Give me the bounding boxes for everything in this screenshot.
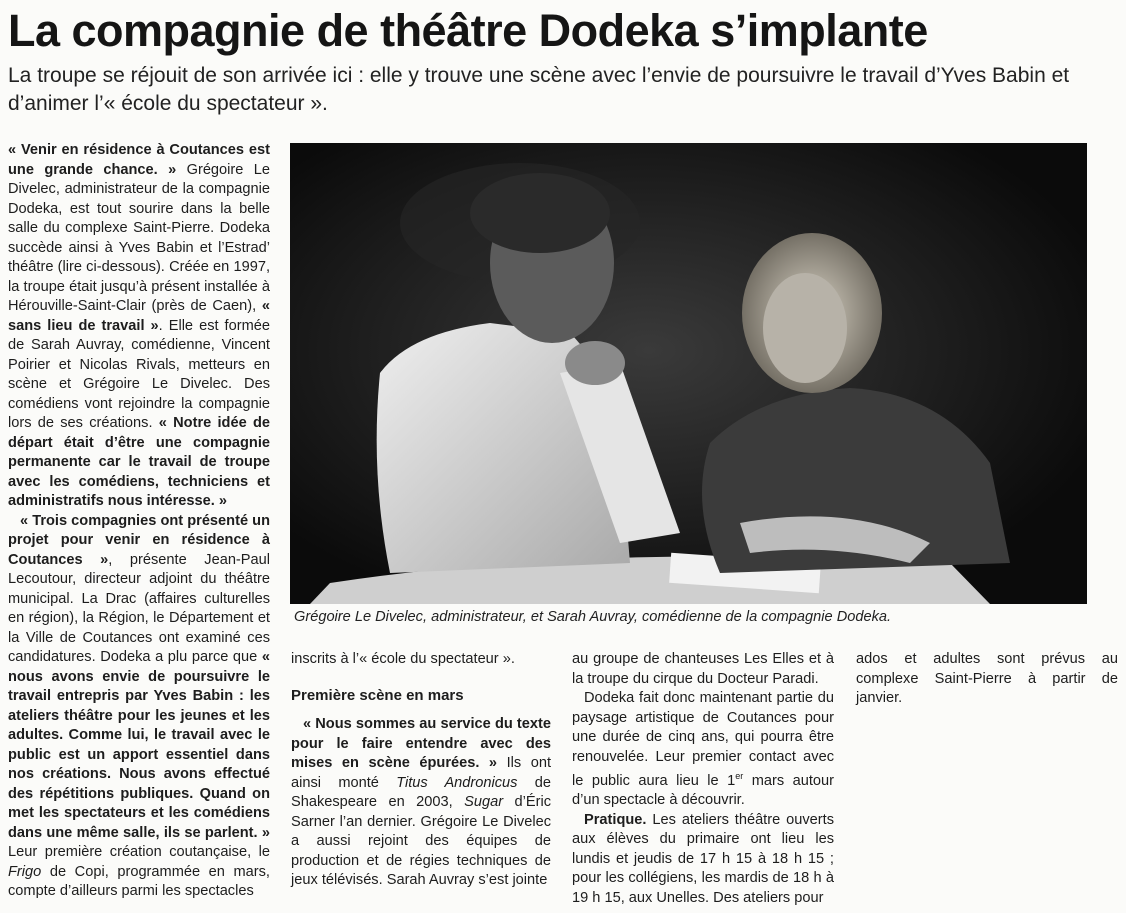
article-column-1: [8, 141, 270, 902]
paragraph-future: Dodeka fait donc maintenant partie du paysage artistique de Coutances pour une durée de cinq ans, qui pourra être renouvelée. Leur premier contact avec le public aura lieu le 1er mars autour d’un spectacle à découvrir.: [572, 690, 834, 809]
article-column-3: [572, 650, 834, 908]
article-column-2: [291, 650, 551, 891]
paragraph-selection: inscrits à l’« école du spectateur ».: [291, 651, 515, 667]
paragraph-productions: « Nous sommes au service du texte pour le faire entendre avec des mises en scène épurées. » Ils ont ainsi monté Titus Andronicus de Shakespeare en 2003, Sugar d’Éric Sarner l’an dernier. Grégoire Le Divelec a aussi rejoint des équipes de production et de régies techniques de jeux télévisés. Sarah Auvray s’est jointe: [291, 716, 552, 888]
article-photo: [290, 143, 1087, 604]
paragraph-selection: « Trois compagnies ont présenté un projet pour venir en résidence à Coutances », présente Jean-Paul Lecoutour, directeur adjoint du théâtre municipal. La Drac (affaires culturelles en région), la Région, le Département et la Ville de Coutances ont examiné ces candidatures. Dodeka a plu parce que « nous avons envie de poursuivre le travail entrepris par Yves Babin : les ateliers théâtre pour les jeunes et les adultes. Comme lui, le travail avec le public est un apport essentiel dans nos créations. Nous avons effectué des répétitions publiques. Quand on met les spectateurs et les comédiens dans une même salle, ils se parlent. » Leur première création coutançaise, le Frigo de Copi, programmée en mars, compte d’ailleurs parmi les spectacles: [8, 512, 270, 899]
subheading: Première scène en mars: [291, 686, 464, 704]
paragraph-intro: « Venir en résidence à Coutances est une grande chance. » Grégoire Le Divelec, administrateur de la compagnie Dodeka, est tout sourire dans la belle salle du complexe Saint-Pierre. Dodeka succède ainsi à Yves Babin et l’Estrad’ théâtre (lire ci-dessous). Créée en 1997, la troupe était jusqu’à présent installée à Hérouville-Saint-Clair (près de Caen), « sans lieu de travail ». Elle est formée de Sarah Auvray, comédienne, Vincent Poirier et Nicolas Rivals, metteurs en scène et Grégoire Le Divelec. Des comédiens vont rejoindre la compagnie lors de ses créations. « Notre idée de départ était d’être une compagnie permanente car le travail de troupe avec les comédiens, techniciens et administratifs nous intéresse. »: [8, 142, 270, 509]
headline: La compagnie de théâtre Dodeka s’implante: [8, 5, 928, 56]
subhead: La troupe se réjouit de son arrivée ici : elle y trouve une scène avec l’envie de poursuivre le travail d’Yves Babin et d’animer l’« école du spectateur ».: [8, 64, 1070, 115]
paragraph-practical: Pratique. Les ateliers théâtre ouverts aux élèves du primaire ont lieu les lundis et jeudis de 17 h 15 à 18 h 15 ; pour les collégiens, les mardis de 18 h à 19 h 15, aux Unelles. Des ateliers pour: [572, 811, 834, 906]
paragraph-productions: au groupe de chanteuses Les Elles et à la troupe du cirque du Docteur Paradi.: [572, 651, 834, 687]
article-column-4: [856, 650, 1118, 709]
paragraph-practical: ados et adultes sont prévus au complexe Saint-Pierre à partir de janvier.: [856, 651, 1118, 706]
photo-caption: Grégoire Le Divelec, administrateur, et Sarah Auvray, comédienne de la compagnie Dodeka.: [294, 609, 892, 625]
photo-illustration: [290, 143, 1087, 604]
